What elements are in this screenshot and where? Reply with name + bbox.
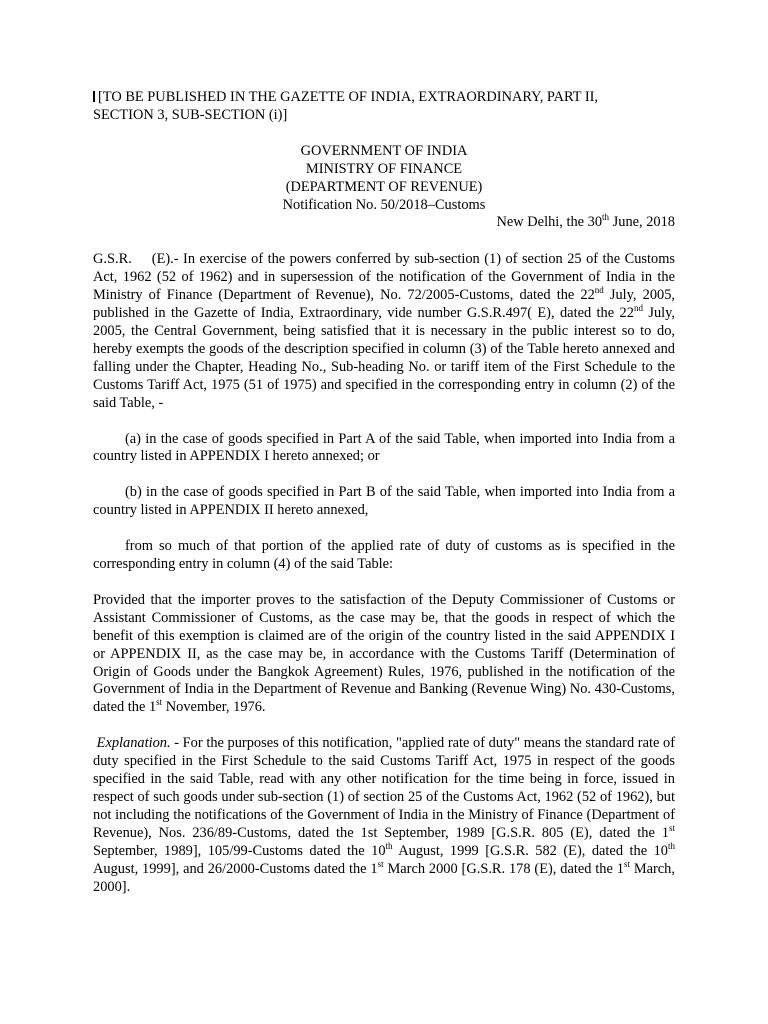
date1-num: 22 [580,287,595,304]
proviso-text: Provided that the importer proves to the satisfaction of the Deputy Commissioner of Customs or Assistant Commissioner of Customs, as the case may be, that the goods in respect of which the benefit of this exemption is claimed are of the origin of the country listed in the said APPENDIX I or APPENDIX II, as the case may be, in accordance with the Customs Tariff (Determination of Origin of Goods under the Bangkok Agreement) Rules, 1976, published in the notification of the Government of India in the Department of Revenue and Banking (Revenue Wing) No. 430-Customs, dated the [93,591,675,716]
explanation-text1: - For the purposes of this notification, "applied rate of duty" means the standard rate of duty specified in the First Schedule to the said Customs Tariff Act, 1975 in respect of the goods specified in the said Table, read with any other notification for the time being in force, issued in respect of such goods under sub-section (1) of section 25 of the Customs Act, 1962 (52 of 1962), but not including the notifications of the Government of India in the Ministry of Finance (Department of Revenue), Nos. 236/89-Customs, dated the 1st September, 1989 [G.S.R. 805 (E), dated the [93,735,675,841]
explanation-num5: 1 [616,860,624,877]
proviso-end: November, 1976. [162,699,266,716]
explanation-text3: August, 1999 [G.S.R. 582 (E), dated the [392,842,654,859]
explanation-num3: 10 [653,842,668,859]
clause-b: (b) in the case of goods specified in Part B of the said Table, when imported into India from a country listed in APPENDIX II hereto annexed, [93,484,675,519]
explanation-sup1: st [668,823,675,834]
date2-num: 22 [619,305,634,322]
explanation-num1: 1 [661,824,669,841]
proviso-paragraph [93,592,675,717]
gsr-label: G.S.R. [93,251,132,268]
main-paragraph-text3: July, 2005, the Central Government, being satisfied that it is necessary in the public interest so to do, hereby exempts the goods of the description specified in column (3) of the Table hereto annexed and falling under the Chapter, Heading No., Sub-heading No. or tariff item of the First Schedule to the Customs Tariff Act, 1975 (51 of 1975) and specified in the corresponding entry in column (2) of the said Table, - [93,305,675,411]
date-suffix: June, 2018 [609,214,675,231]
date-sup: th [602,212,610,223]
proviso-date-sup: st [156,697,163,708]
clause-applied-rate: from so much of that portion of the applied rate of duty of customs as is specified in the corresponding entry in column (4) of the said Table: [93,538,675,573]
main-paragraph-text1: (E).- In exercise of the powers conferred by sub-section (1) of section 25 of the Customs Act, 1962 (52 of 1962) and in supersession of the notification of the Government of India in the Ministry of Finance (Department of Revenue), No. 72/2005-Customs, dated the [93,251,675,304]
gazette-header-line1 [93,89,675,107]
explanation-text6: March, 2000]. [93,860,675,895]
ministry-title: MINISTRY OF FINANCE [305,160,463,177]
explanation-text2: September, 1989], 105/99-Customs dated the [93,842,372,859]
explanation-text4: August, 1999], and 26/2000-Customs dated the [93,860,371,877]
explanation-label: Explanation. [96,735,171,752]
explanation-text5: March 2000 [G.S.R. 178 (E), dated the [383,860,617,877]
gazette-header-text1: [TO BE PUBLISHED IN THE GAZETTE OF INDIA, EXTRAORDINARY, PART II, [98,89,599,105]
notification-date [93,214,675,232]
explanation-num4: 1 [370,860,378,877]
clause-a: (a) in the case of goods specified in Part A of the said Table, when imported into India from a country listed in APPENDIX I hereto annexed; or [93,430,675,465]
proviso-date-num: 1 [148,699,157,716]
explanation-sup2: th [385,840,393,851]
title-block [93,143,675,215]
margin-marker [93,91,95,102]
main-paragraph [93,251,675,412]
explanation-sup3: th [667,840,675,851]
explanation-sup5: st [623,858,630,869]
explanation-sup4: st [377,858,384,869]
date-prefix: New Delhi, the 30 [496,214,603,231]
gazette-header-line2: SECTION 3, SUB-SECTION (i)] [93,106,288,123]
notification-document [93,89,675,896]
explanation-paragraph [93,735,675,896]
explanation-num2: 10 [371,842,386,859]
main-paragraph-text2: July, 2005, published in the Gazette of India, Extraordinary, vide number G.S.R.497( E), dated the [93,287,676,322]
date2-sup: nd [633,303,643,314]
date1-sup: nd [594,285,604,296]
government-title: GOVERNMENT OF INDIA [300,142,468,159]
department-title: (DEPARTMENT OF REVENUE) [285,178,483,195]
notification-number: Notification No. 50/2018–Customs [282,196,486,213]
